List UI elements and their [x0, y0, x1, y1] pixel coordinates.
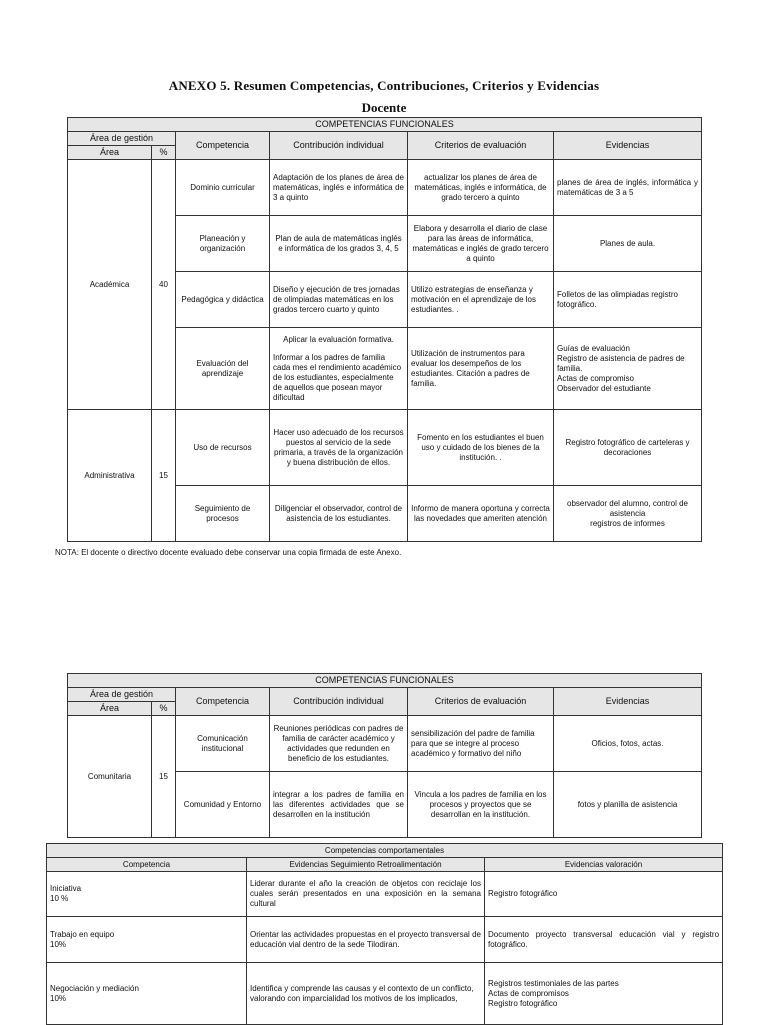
valoracion-cell: Registros testimoniales de las partes Actas de compromisos Registro fotográfico	[485, 963, 723, 1025]
evidencias-cell: planes de área de inglés, informática y matemáticas de 3 a 5	[554, 160, 702, 216]
valoracion-cell: Registro fotográfico	[485, 872, 723, 917]
competencia-cell	[47, 917, 247, 963]
criterios-cell: sensibilización del padre de familia para que se integre al proceso académico y formativo del niño	[408, 716, 554, 772]
evidencias-cell: fotos y planilla de asistencia	[554, 772, 702, 838]
competencias-funcionales-table-2	[67, 673, 702, 838]
competencia-name: Trabajo en equipo	[50, 929, 115, 939]
pct-header: %	[152, 702, 176, 716]
evidencias-cell: Oficios, fotos, actas.	[554, 716, 702, 772]
evidencias-cell: observador del alumno, control de asistencia registros de informes	[554, 486, 702, 542]
seguimiento-cell: Orientar las actividades propuestas en el proyecto transversal de educación vial dentro de la sede Tilodiran.	[247, 917, 485, 963]
competencia-cell: Seguimiento de procesos	[176, 486, 270, 542]
criterios-header: Criterios de evaluación	[408, 132, 554, 160]
competencia-header: Competencia	[47, 858, 247, 872]
contribucion-line: Aplicar la evaluación formativa.	[283, 334, 394, 344]
valoracion-header: Evidencias valoración	[485, 858, 723, 872]
section-header: COMPETENCIAS FUNCIONALES	[68, 118, 702, 132]
criterios-cell: Elabora y desarrolla el diario de clase para las áreas de informática, matemáticas e inglés de grado tercero a quinto	[408, 216, 554, 272]
criterios-cell: Utilizo estrategias de enseñanza y motivación en el aprendizaje de los estudiantes. .	[408, 272, 554, 328]
area-gestion-header: Área de gestión	[68, 688, 176, 702]
evidencias-cell: Planes de aula.	[554, 216, 702, 272]
criterios-cell: Informo de manera oportuna y correcta las novedades que ameriten atención	[408, 486, 554, 542]
seguimiento-cell: Identifica y comprende las causas y el contexto de un conflicto, valorando con imparcialidad los motivos de los implicados,	[247, 963, 485, 1025]
criterios-cell: Vincula a los padres de familia en los procesos y proyectos que se desarrollan en la institución.	[408, 772, 554, 838]
area-academica: Académica	[68, 160, 152, 410]
seguimiento-cell: Liderar durante el año la creación de objetos con reciclaje los cuales serán presentados en una exposición en la semana cultural	[247, 872, 485, 917]
criterios-cell: actualizar los planes de área de matemáticas, inglés e informática, de grado tercero a quinto	[408, 160, 554, 216]
contribucion-cell: Plan de aula de matemáticas inglés e informática de los grados 3, 4, 5	[270, 216, 408, 272]
area-comunitaria: Comunitaria	[68, 716, 152, 838]
area-header: Área	[68, 702, 152, 716]
competencia-pct: 10%	[50, 939, 67, 949]
area-header: Área	[68, 146, 152, 160]
evidencias-header: Evidencias	[554, 132, 702, 160]
pct-administrativa: 15	[152, 410, 176, 542]
competencia-cell	[47, 872, 247, 917]
pct-comunitaria: 15	[152, 716, 176, 838]
contribucion-header: Contribución individual	[270, 132, 408, 160]
competencia-header: Competencia	[176, 132, 270, 160]
seguimiento-header: Evidencias Seguimiento Retroalimentación	[247, 858, 485, 872]
evidencias-cell: Registro fotográfico de carteleras y decoraciones	[554, 410, 702, 486]
criterios-cell: Fomento en los estudiantes el buen uso y cuidado de los bienes de la institución. .	[408, 410, 554, 486]
page-title: ANEXO 5. Resumen Competencias, Contribuciones, Criterios y Evidencias	[168, 78, 600, 93]
competencia-name: Negociación y mediación	[50, 983, 139, 993]
pct-header: %	[152, 146, 176, 160]
competencia-header: Competencia	[176, 688, 270, 716]
criterios-header: Criterios de evaluación	[408, 688, 554, 716]
contribucion-cell: Adaptación de los planes de área de matemáticas, inglés e informática de 3 a quinto	[270, 160, 408, 216]
competencia-cell: Planeación y organización	[176, 216, 270, 272]
area-gestion-header: Área de gestión	[68, 132, 176, 146]
section-header: Competencias comportamentales	[47, 844, 723, 858]
evidencias-cell: Folletos de las olimpiadas registro fotográfico.	[554, 272, 702, 328]
evidencias-cell: Guías de evaluación Registro de asistencia de padres de familia. Actas de compromiso Observador del estudiante	[554, 328, 702, 410]
contribucion-cell	[270, 328, 408, 410]
valoracion-cell: Documento proyecto transversal educación vial y registro fotográfico.	[485, 917, 723, 963]
criterios-cell: Utilización de instrumentos para evaluar los desempeños de los estudiantes. Citación a padres de familia.	[408, 328, 554, 410]
competencia-cell: Evaluación del aprendizaje	[176, 328, 270, 410]
note-text: NOTA: El docente o directivo docente evaluado debe conservar una copia firmada de este Anexo.	[55, 548, 402, 557]
contribucion-cell: integrar a los padres de familia en las diferentes actividades que se desarrollen en la institución	[270, 772, 408, 838]
section-header: COMPETENCIAS FUNCIONALES	[68, 674, 702, 688]
competencia-cell: Pedagógica y didáctica	[176, 272, 270, 328]
contribucion-cell: Reuniones periódicas con padres de familia de carácter académico y actividades que redunden en beneficio de los estudiantes.	[270, 716, 408, 772]
competencias-comportamentales-table	[46, 843, 723, 1025]
evidencias-header: Evidencias	[554, 688, 702, 716]
pct-academica: 40	[152, 160, 176, 410]
contribucion-header: Contribución individual	[270, 688, 408, 716]
contribucion-cell: Diseño y ejecución de tres jornadas de olimpiadas matemáticas en los grados tercero cuarto y quinto	[270, 272, 408, 328]
contribucion-cell: Diligenciar el observador, control de asistencia de los estudiantes.	[270, 486, 408, 542]
competencia-pct: 10%	[50, 993, 67, 1003]
competencia-cell: Comunicación institucional	[176, 716, 270, 772]
competencias-funcionales-table-1	[67, 117, 702, 542]
competencia-cell: Uso de recursos	[176, 410, 270, 486]
competencia-cell: Comunidad y Entorno	[176, 772, 270, 838]
contribucion-line: Informar a los padres de familia cada mes el rendimiento académico de los estudiantes, especialmente de aquellos que posean mayor dificultad	[273, 352, 402, 402]
competencia-cell: Dominio curricular	[176, 160, 270, 216]
competencia-cell	[47, 963, 247, 1025]
competencia-pct: 10 %	[50, 894, 69, 903]
competencia-name: Iniciativa	[50, 884, 82, 893]
area-administrativa: Administrativa	[68, 410, 152, 542]
page-subtitle: Docente	[361, 100, 407, 115]
contribucion-cell: Hacer uso adecuado de los recursos puestos al servicio de la sede primaria, a través de la organización y buena distribución de ellos.	[270, 410, 408, 486]
